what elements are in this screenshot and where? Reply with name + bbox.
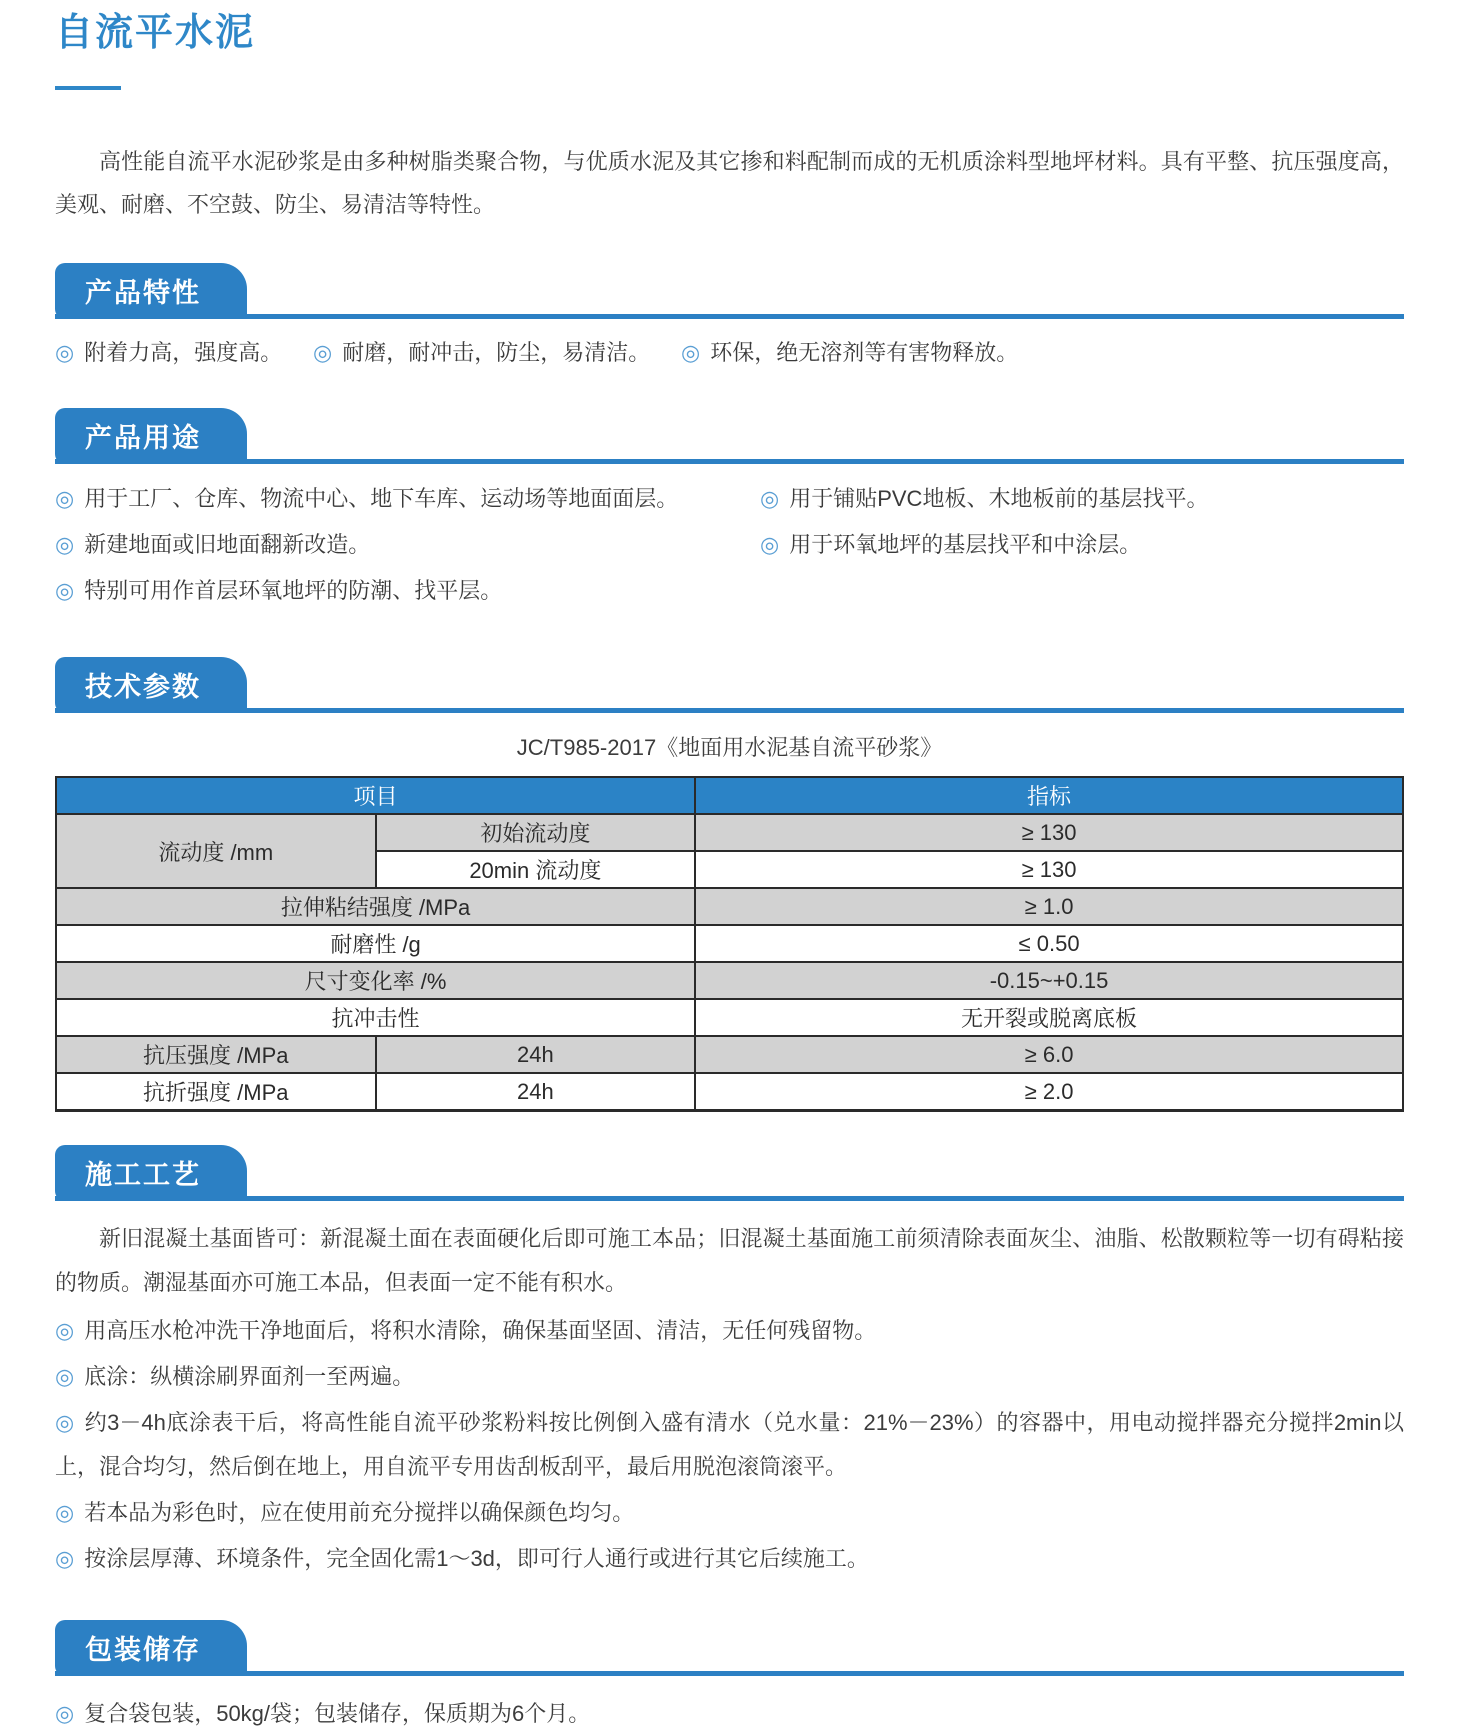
feature-text: 耐磨，耐冲击，防尘，易清洁。 (342, 340, 651, 365)
cell-flow-initial-value: ≥ 130 (695, 814, 1403, 851)
bullet-icon: ◎ (55, 1364, 75, 1389)
table-row (56, 962, 1403, 999)
section-rule (55, 1196, 1404, 1201)
packaging-text: 复合袋包装，50kg/袋；包装储存，保质期为6个月。 (84, 1701, 591, 1726)
cell-compressive-value: ≥ 6.0 (695, 1036, 1403, 1073)
page-title: 自流平水泥 (55, 12, 256, 54)
process-step-text: 若本品为彩色时，应在使用前充分搅拌以确保颜色均匀。 (84, 1500, 635, 1525)
feature-item (55, 337, 313, 369)
use-text: 用于铺贴PVC地板、木地板前的基层找平。 (789, 486, 1209, 511)
section-header-process (55, 1152, 1404, 1201)
cell-abrasion-value: ≤ 0.50 (695, 925, 1403, 962)
col-header-item: 项目 (56, 777, 695, 814)
process-step-text: 约3－4h底涂表干后，将高性能自流平砂浆粉料按比例倒入盛有清水（兑水量：21%－23%）的容器中，用电动搅拌器充分搅拌2min以上，混合均匀，然后倒在地上，用自流平专用齿刮板刮平，最后用脱泡滚筒滚平。 (55, 1410, 1404, 1479)
section-header-packaging (55, 1627, 1404, 1676)
section-header-params (55, 664, 1404, 713)
process-step (55, 1309, 1404, 1353)
bullet-icon: ◎ (55, 1318, 75, 1343)
section-rule (55, 314, 1404, 319)
use-item (55, 480, 760, 518)
use-item (760, 480, 1404, 518)
section-rule (55, 459, 1404, 464)
bullet-icon: ◎ (55, 1701, 75, 1726)
cell-compressive-label: 抗压强度 /MPa (56, 1036, 376, 1073)
process-step (55, 1355, 1404, 1399)
table-row (56, 925, 1403, 962)
process-step (55, 1537, 1404, 1581)
section-banner-uses: 产品用途 (55, 408, 247, 464)
cell-tensile-label: 拉伸粘结强度 /MPa (56, 888, 695, 925)
bullet-icon: ◎ (55, 1410, 75, 1435)
process-list (55, 1309, 1404, 1581)
bullet-icon: ◎ (55, 532, 75, 557)
feature-text: 环保，绝无溶剂等有害物释放。 (710, 340, 1019, 365)
table-row (56, 1036, 1403, 1073)
use-text: 用于工厂、仓库、物流中心、地下车库、运动场等地面面层。 (84, 486, 679, 511)
cell-dimension-value: -0.15~+0.15 (695, 962, 1403, 999)
cell-abrasion-label: 耐磨性 /g (56, 925, 695, 962)
cell-dimension-label: 尺寸变化率 /% (56, 962, 695, 999)
bullet-icon: ◎ (55, 578, 75, 603)
section-header-features (55, 270, 1404, 319)
section-banner-features: 产品特性 (55, 263, 247, 319)
cell-impact-label: 抗冲击性 (56, 999, 695, 1036)
features-list (55, 337, 1404, 369)
cell-tensile-value: ≥ 1.0 (695, 888, 1403, 925)
cell-impact-value: 无开裂或脱离底板 (695, 999, 1403, 1036)
section-banner-packaging: 包装储存 (55, 1620, 247, 1676)
use-item (760, 526, 1404, 564)
cell-flow-initial: 初始流动度 (376, 814, 696, 851)
section-banner-params: 技术参数 (55, 657, 247, 713)
section-banner-process: 施工工艺 (55, 1145, 247, 1201)
process-step (55, 1491, 1404, 1535)
table-row (56, 1073, 1403, 1111)
cell-flexural-time: 24h (376, 1073, 696, 1111)
table-caption: JC/T985-2017《地面用水泥基自流平砂浆》 (516, 735, 943, 760)
packaging-item (55, 1698, 1404, 1730)
cell-flow-label: 流动度 /mm (56, 814, 376, 888)
bullet-icon: ◎ (55, 1500, 75, 1525)
table-row (56, 999, 1403, 1036)
table-row (56, 814, 1403, 851)
section-rule (55, 1671, 1404, 1676)
cell-flow-20min: 20min 流动度 (376, 851, 696, 888)
use-item (55, 526, 760, 564)
process-step (55, 1401, 1404, 1489)
section-rule (55, 708, 1404, 713)
bullet-icon: ◎ (55, 1546, 75, 1571)
process-intro: 新旧混凝土基面皆可：新混凝土面在表面硬化后即可施工本品；旧混凝土基面施工前须清除表面灰尘、油脂、松散颗粒等一切有碍粘接的物质。潮湿基面亦可施工本品，但表面一定不能有积水。 (55, 1226, 1404, 1295)
bullet-icon: ◎ (55, 340, 75, 365)
bullet-icon: ◎ (760, 486, 780, 511)
params-table (55, 776, 1404, 1112)
process-step-text: 用高压水枪冲洗干净地面后，将积水清除，确保基面坚固、清洁，无任何残留物。 (84, 1318, 877, 1343)
process-step-text: 底涂：纵横涂刷界面剂一至两遍。 (84, 1364, 415, 1389)
title-underline (55, 86, 121, 90)
table-header-row (56, 777, 1403, 814)
cell-flexural-value: ≥ 2.0 (695, 1073, 1403, 1111)
bullet-icon: ◎ (681, 340, 701, 365)
feature-text: 附着力高，强度高。 (84, 340, 283, 365)
cell-compressive-time: 24h (376, 1036, 696, 1073)
page (55, 10, 1404, 1730)
uses-list (55, 480, 1404, 618)
use-text: 新建地面或旧地面翻新改造。 (84, 532, 371, 557)
cell-flexural-label: 抗折强度 /MPa (56, 1073, 376, 1111)
bullet-icon: ◎ (313, 340, 333, 365)
col-header-index: 指标 (695, 777, 1403, 814)
use-text: 特别可用作首层环氧地坪的防潮、找平层。 (84, 578, 503, 603)
intro-paragraph: 高性能自流平水泥砂浆是由多种树脂类聚合物，与优质水泥及其它掺和料配制而成的无机质涂料型地坪材料。具有平整、抗压强度高，美观、耐磨、不空鼓、防尘、易清洁等特性。 (55, 149, 1404, 217)
cell-flow-20min-value: ≥ 130 (695, 851, 1403, 888)
feature-item (681, 337, 1018, 369)
section-header-uses (55, 415, 1404, 464)
feature-item (313, 337, 681, 369)
use-item (55, 572, 760, 610)
bullet-icon: ◎ (760, 532, 780, 557)
use-text: 用于环氧地坪的基层找平和中涂层。 (789, 532, 1142, 557)
process-step-text: 按涂层厚薄、环境条件，完全固化需1～3d，即可行人通行或进行其它后续施工。 (84, 1546, 869, 1571)
table-row (56, 888, 1403, 925)
bullet-icon: ◎ (55, 486, 75, 511)
